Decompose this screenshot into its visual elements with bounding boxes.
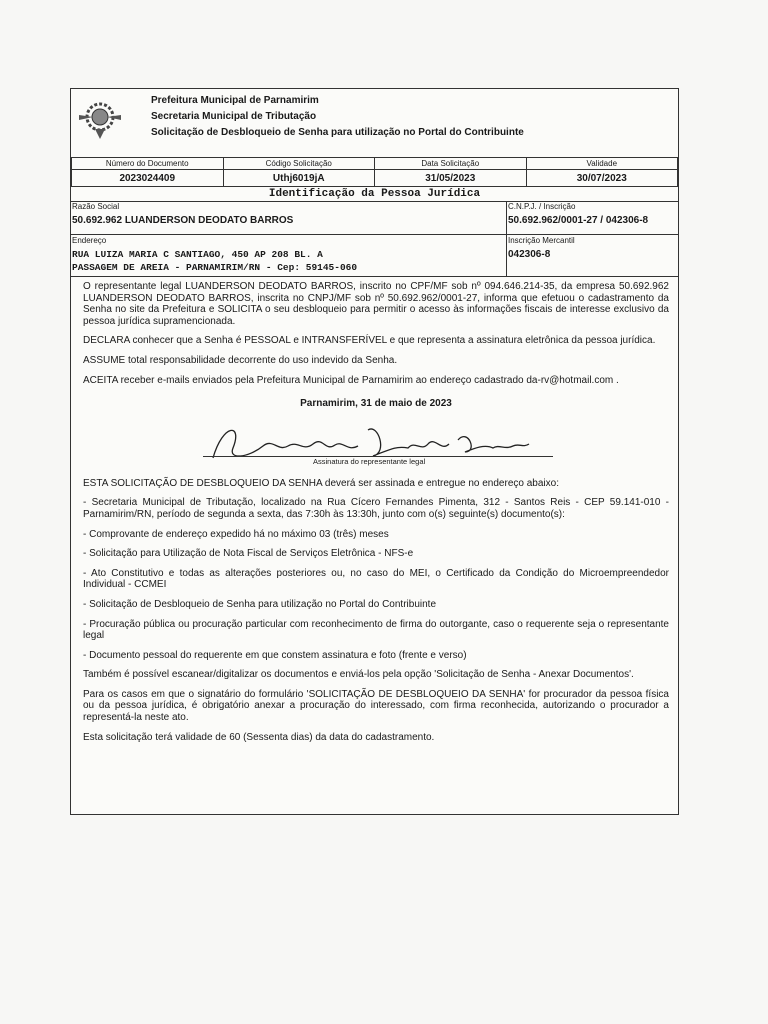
razao-social-cell bbox=[71, 201, 507, 235]
paragraph-representante: O representante legal LUANDERSON DEODATO BARROS, inscrito no CPF/MF sob nº 094.646.214-35, da empresa 50.692.962 LUANDERSON DEODATO BARROS, inscrita no CNPJ/MF sob nº 50.692.962/0001-27, informa que efetuou o cadastramento da Senha no site da Prefeitura e SOLICITA o seu desbloqueio para permitir o acesso às informações fiscais de interesse exclusivo da pessoa jurídica supramencionada. bbox=[83, 281, 669, 327]
validity-label: Validade bbox=[526, 158, 678, 170]
paragraph-declara: DECLARA conhecer que a Senha é PESSOAL e INTRANSFERÍVEL e que representa a assinatura eletrônica da pessoa jurídica. bbox=[83, 335, 656, 347]
list-item: - Solicitação para Utilização de Nota Fiscal de Serviços Eletrônica - NFS-e bbox=[83, 548, 414, 560]
document-page bbox=[70, 88, 679, 815]
identification-box bbox=[71, 201, 678, 277]
list-item: - Ato Constitutivo e todas as alterações posteriores ou, no caso do MEI, o Certificado da Condição do Microempreendedor Individual - CCMEI bbox=[83, 567, 669, 591]
paragraph-aceita: ACEITA receber e-mails enviados pela Prefeitura Municipal de Parnamirim ao endereço cadastrado da-rv@hotmail.com . bbox=[83, 374, 619, 386]
doc-number-value: 2023024409 bbox=[72, 170, 224, 187]
date-label: Data Solicitação bbox=[375, 158, 527, 170]
endereco-cell bbox=[71, 235, 507, 277]
paragraph-assume: ASSUME total responsabilidade decorrente do uso indevido da Senha. bbox=[83, 354, 398, 366]
place-date: Parnamirim, 31 de maio de 2023 bbox=[300, 398, 452, 410]
inscricao-mercantil-value: 042306-8 bbox=[508, 249, 551, 260]
header-prefeitura: Prefeitura Municipal de Parnamirim bbox=[151, 95, 319, 106]
razao-social-value: 50.692.962 LUANDERSON DEODATO BARROS bbox=[72, 215, 294, 226]
endereco-line2: PASSAGEM DE AREIA - PARNAMIRIM/RN - Cep: 59145-060 bbox=[72, 262, 358, 273]
paragraph-procurador: Para os casos em que o signatário do formulário 'SOLICITAÇÃO DE DESBLOQUEIO DA SENHA' for procurador da pessoa física ou da pessoa jurídica, é obrigatório anexar a procuração do interessado, com firma reconhecida, autorizando o procurador a representá-la neste ato. bbox=[83, 688, 669, 724]
header-secretaria: Secretaria Municipal de Tributação bbox=[151, 111, 317, 122]
list-item: - Documento pessoal do requerente em que constem assinatura e foto (frente e verso) bbox=[83, 649, 467, 661]
request-meta-table bbox=[71, 157, 678, 187]
inscricao-mercantil-cell bbox=[507, 235, 678, 277]
list-item: - Secretaria Municipal de Tributação, localizado na Rua Cícero Fernandes Pimenta, 312 - Santos Reis - CEP 59.141-010 - Parnamirim/RN, período de segunda a sexta, das 7:30h às 13:30h, junto com o(s) seguinte(s) documento(s): bbox=[83, 497, 669, 520]
section-title: Identificação da Pessoa Jurídica bbox=[71, 186, 678, 202]
delivery-instructions-intro: ESTA SOLICITAÇÃO DE DESBLOQUEIO DA SENHA deverá ser assinada e entregue no endereço abaixo: bbox=[83, 477, 559, 489]
signature-area bbox=[83, 418, 669, 470]
endereco-label: Endereço bbox=[72, 236, 107, 245]
document-header bbox=[71, 89, 678, 157]
list-item: - Solicitação de Desbloqueio de Senha para utilização no Portal do Contribuinte bbox=[83, 598, 437, 610]
code-label: Código Solicitação bbox=[223, 158, 375, 170]
doc-number-label: Número do Documento bbox=[72, 158, 224, 170]
paragraph-escanear: Também é possível escanear/digitalizar os documentos e enviá-los pela opção 'Solicitação de Senha - Anexar Documentos'. bbox=[83, 669, 634, 681]
signature-label: Assinatura do representante legal bbox=[313, 456, 426, 466]
validity-value: 30/07/2023 bbox=[526, 170, 678, 187]
cnpj-value: 50.692.962/0001-27 / 042306-8 bbox=[508, 215, 649, 226]
cnpj-cell bbox=[507, 201, 678, 235]
document-body bbox=[83, 281, 669, 751]
list-item: - Comprovante de endereço expedido há no máximo 03 (três) meses bbox=[83, 528, 389, 540]
list-item: - Procuração pública ou procuração particular com reconhecimento de firma do outorgante, caso o requerente seja o representante legal bbox=[83, 618, 669, 642]
code-value: Uthj6019jA bbox=[223, 170, 375, 187]
municipal-emblem-icon bbox=[77, 95, 123, 141]
inscricao-mercantil-label: Inscrição Mercantil bbox=[508, 236, 575, 245]
date-value: 31/05/2023 bbox=[375, 170, 527, 187]
razao-social-label: Razão Social bbox=[72, 202, 120, 211]
cnpj-label: C.N.P.J. / Inscrição bbox=[508, 202, 576, 211]
paragraph-validade: Esta solicitação terá validade de 60 (Sessenta dias) da data do cadastramento. bbox=[83, 731, 435, 743]
endereco-line1: RUA LUIZA MARIA C SANTIAGO, 450 AP 208 BL. A bbox=[72, 249, 323, 260]
header-solicitacao-title: Solicitação de Desbloqueio de Senha para utilização no Portal do Contribuinte bbox=[151, 127, 524, 138]
